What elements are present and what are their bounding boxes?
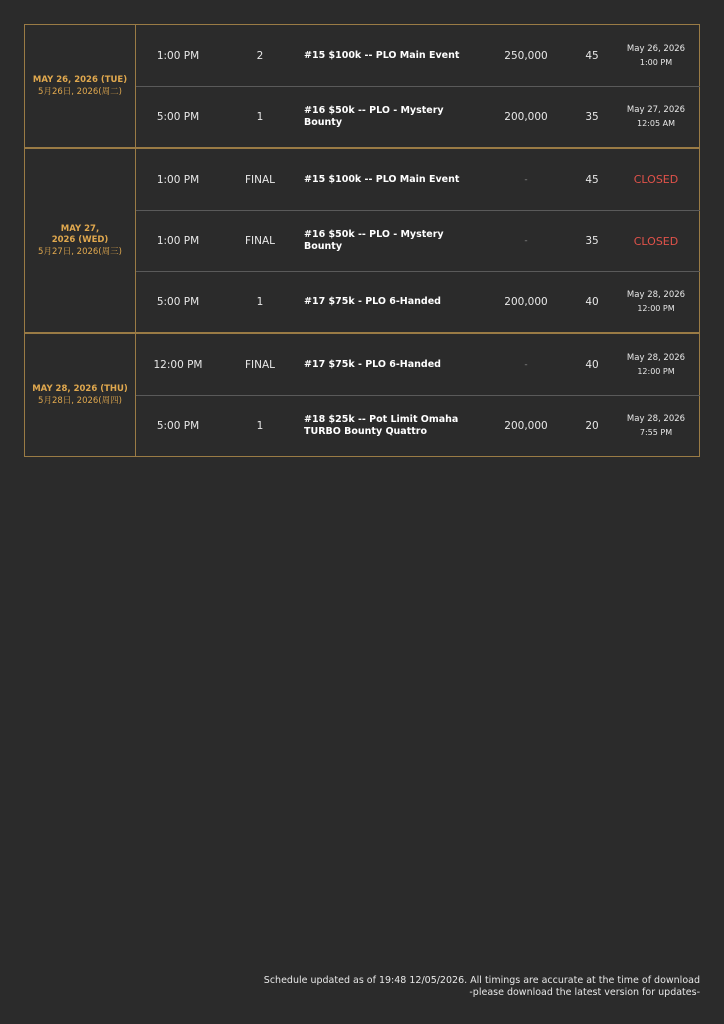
starting-stack: 200,000	[504, 296, 548, 308]
closed-status: CLOSED	[633, 173, 679, 186]
start-time: 5:00 PM	[156, 111, 200, 123]
late-reg-date: May 28, 2026	[626, 290, 686, 300]
level-minutes: 35	[585, 111, 599, 123]
event-name: #15 $100k -- PLO Main Event	[304, 49, 460, 61]
late-reg-date: May 26, 2026	[626, 43, 686, 54]
table-row	[136, 25, 700, 86]
date-cell	[25, 25, 136, 147]
day-number: FINAL	[244, 173, 276, 186]
late-reg-time: 12:05 AM	[637, 119, 675, 128]
event-name: #17 $75k - PLO 6-Handed	[304, 358, 441, 370]
late-reg-date: May 27, 2026	[626, 105, 686, 115]
starting-stack: -	[524, 359, 528, 370]
update-notice-line-1: Schedule updated as of 19:48 12/05/2026. All timings are accurate at the time of download	[263, 975, 700, 986]
date-cell	[25, 149, 136, 332]
date-english: MAY 28, 2026 (THU)	[32, 383, 128, 394]
start-time: 5:00 PM	[156, 296, 200, 308]
schedule-table	[24, 24, 700, 457]
date-chinese: 5月27日, 2026(周三)	[38, 246, 122, 257]
start-time: 12:00 PM	[153, 358, 203, 371]
starting-stack: -	[524, 236, 528, 246]
level-minutes: 35	[585, 235, 599, 247]
starting-stack: 200,000	[504, 420, 548, 432]
event-name: #17 $75k - PLO 6-Handed	[304, 296, 441, 307]
table-row	[136, 271, 700, 332]
late-reg-end	[612, 173, 700, 186]
starting-stack: 200,000	[504, 111, 548, 123]
starting-stack: -	[524, 174, 528, 185]
starting-stack: 250,000	[504, 49, 548, 62]
date-cell	[25, 334, 136, 456]
table-row	[136, 395, 700, 456]
table-row	[136, 149, 700, 210]
update-notice-line-2: -please download the latest version for updates-	[469, 987, 700, 998]
start-time: 1:00 PM	[156, 173, 200, 186]
date-english: MAY 26, 2026 (TUE)	[32, 74, 128, 85]
table-row	[136, 210, 700, 271]
date-chinese: 5月26日, 2026(周二)	[38, 86, 122, 97]
late-reg-date: May 28, 2026	[626, 352, 686, 363]
day-number: 1	[256, 420, 264, 432]
start-time: 1:00 PM	[156, 49, 200, 62]
day-number: 1	[256, 296, 264, 308]
table-row	[136, 86, 700, 147]
event-name: #15 $100k -- PLO Main Event	[304, 173, 460, 185]
level-minutes: 20	[585, 420, 599, 432]
day-group	[24, 24, 700, 148]
late-reg-end	[612, 413, 700, 439]
level-minutes: 45	[585, 49, 599, 62]
late-reg-time: 12:00 PM	[637, 366, 675, 376]
late-reg-time: 12:00 PM	[637, 304, 675, 313]
event-name: #16 $50k -- PLO - Mystery Bounty	[304, 105, 444, 128]
table-row	[136, 334, 700, 395]
late-reg-end	[612, 289, 700, 315]
late-reg-end	[612, 235, 700, 248]
late-reg-end	[612, 104, 700, 130]
level-minutes: 40	[585, 296, 599, 308]
update-notice	[264, 975, 700, 999]
late-reg-time: 1:00 PM	[639, 57, 673, 67]
day-number: FINAL	[244, 235, 276, 247]
level-minutes: 40	[585, 358, 599, 371]
late-reg-time: 7:55 PM	[639, 428, 673, 437]
start-time: 5:00 PM	[156, 420, 200, 432]
late-reg-end	[612, 43, 700, 69]
day-group	[24, 333, 700, 457]
day-number: 2	[256, 49, 264, 62]
event-name: #16 $50k -- PLO - Mystery Bounty	[304, 229, 444, 252]
day-group	[24, 148, 700, 333]
level-minutes: 45	[585, 173, 599, 186]
day-number: FINAL	[244, 358, 276, 371]
event-name: #18 $25k -- Pot Limit Omaha TURBO Bounty Quattro	[304, 414, 459, 437]
closed-status: CLOSED	[633, 234, 679, 248]
late-reg-end	[612, 352, 700, 378]
date-chinese: 5月28日, 2026(周四)	[38, 395, 122, 406]
date-english: MAY 27, 2026 (WED)	[51, 223, 109, 245]
day-number: 1	[256, 111, 264, 123]
late-reg-date: May 28, 2026	[626, 414, 686, 424]
start-time: 1:00 PM	[156, 235, 200, 247]
